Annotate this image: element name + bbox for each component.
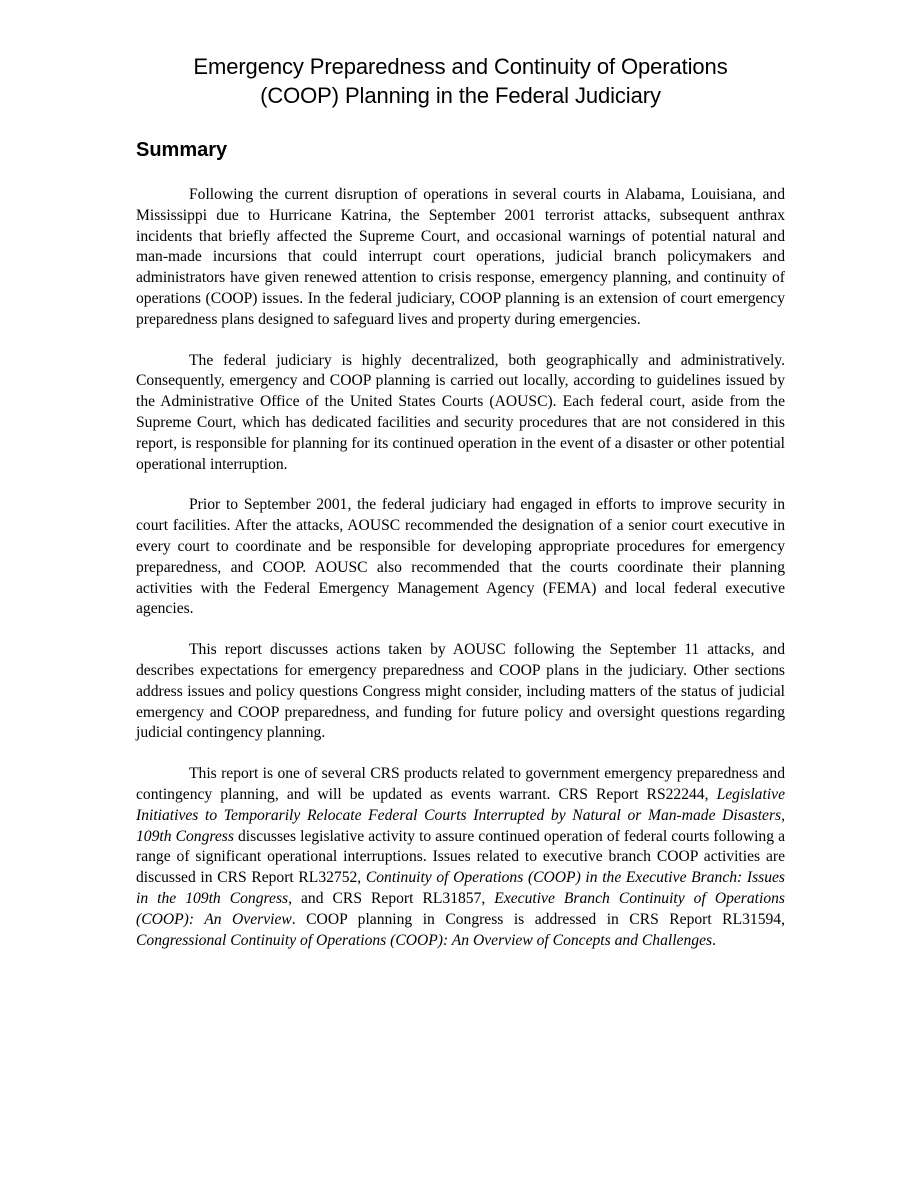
summary-paragraph-4: This report discusses actions taken by AOUSC following the September 11 attacks, and describes expectations for emergency preparedness and COOP plans in the judiciary. Other sections address issues and policy questions Congress might consider, including matters of the status of judicial emergency and COOP preparedness, and funding for future policy and oversight questions regarding judicial contingency planning.	[136, 641, 785, 742]
p5-text-4: . COOP planning in Congress is addressed in CRS Report RL31594,	[291, 910, 785, 928]
title-line-1: Emergency Preparedness and Continuity of Operations	[193, 54, 728, 79]
summary-heading: Summary	[136, 139, 228, 161]
summary-paragraph-2: The federal judiciary is highly decentralized, both geographically and administratively. Consequently, emergency and COOP planning is carried out locally, according to guidelines issued by the Administrative Office of the United States Courts (AOUSC). Each federal court, aside from the Supreme Court, which has dedicated facilities and security procedures that are not considered in this report, is responsible for planning for its continued operation in the event of a disaster or other potential operational interruption.	[136, 351, 785, 473]
p5-text-2: discusses legislative activity to assure continued operation of federal courts following a range of significant operational interruptions. Issues related to executive branch COOP activities are discussed in CRS Report RL32752,	[136, 827, 786, 887]
report-title-rl31594: Congressional Continuity of Operations (COOP): An Overview of Concepts and Challenges	[136, 931, 713, 949]
summary-paragraph-5	[136, 764, 785, 951]
summary-paragraph-1: Following the current disruption of operations in several courts in Alabama, Louisiana, and Mississippi due to Hurricane Katrina, the September 2001 terrorist attacks, subsequent anthrax incidents that briefly affected the Supreme Court, and occasional warnings of potential natural and man-made incursions that could interrupt court operations, judicial branch policymakers and administrators have given renewed attention to crisis response, emergency planning, and continuity of operations (COOP) issues. In the federal judiciary, COOP planning is an extension of court emergency preparedness plans designed to safeguard lives and property during emergencies.	[136, 186, 785, 328]
report-title-rl32752: Continuity of Operations (COOP) in the Executive Branch: Issues in the 109th Congress	[136, 869, 785, 907]
title-line-2: (COOP) Planning in the Federal Judiciary	[260, 83, 661, 108]
report-title-rs22244: Legislative Initiatives to Temporarily Relocate Federal Courts Interrupted by Natural or Man-made Disasters, 109th Congress	[136, 785, 785, 845]
p5-text-5: .	[712, 931, 716, 949]
summary-paragraph-3: Prior to September 2001, the federal judiciary had engaged in efforts to improve security in court facilities. After the attacks, AOUSC recommended the designation of a senior court executive in every court to coordinate and be responsible for developing appropriate procedures for emergency preparedness, and COOP. AOUSC also recommended that the courts coordinate their planning activities with the Federal Emergency Management Agency (FEMA) and local federal executive agencies.	[136, 496, 785, 618]
p5-text-1: This report is one of several CRS products related to government emergency preparedness and contingency planning, and will be updated as events warrant. CRS Report RS22244,	[136, 765, 785, 803]
document-page	[136, 52, 785, 951]
report-title-rl31857: Executive Branch Continuity of Operations (COOP): An Overview	[136, 889, 785, 928]
p5-text-3: , and CRS Report RL31857,	[288, 889, 495, 907]
document-title	[136, 52, 785, 110]
